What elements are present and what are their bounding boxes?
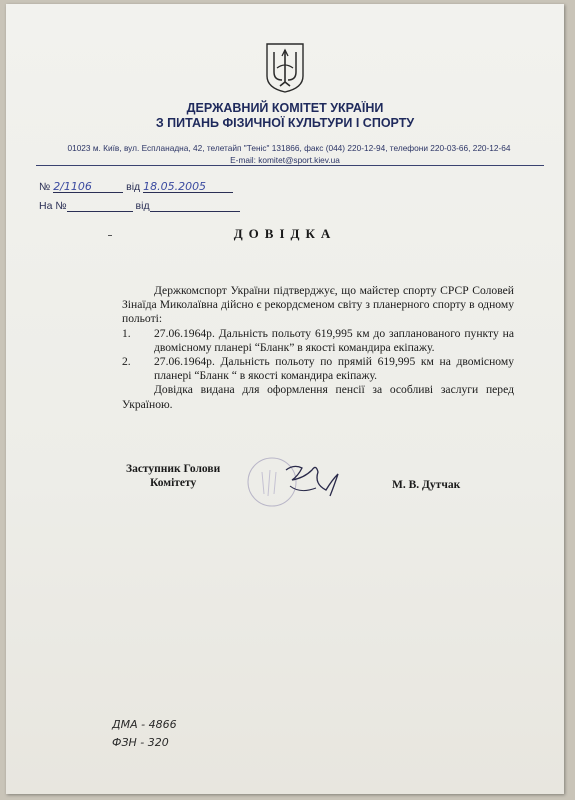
- archive-note-line2: ФЗН - 320: [112, 736, 169, 749]
- handwritten-signature: [234, 450, 354, 510]
- reg-no-value: 2/1106: [53, 180, 92, 193]
- document-title: ДОВІДКА: [233, 226, 337, 241]
- reg-date-field: [143, 180, 233, 193]
- list-item: [122, 355, 514, 383]
- registration-number-line: [39, 180, 233, 193]
- reference-number-line: [39, 199, 240, 212]
- ref-no-label: На №: [39, 200, 67, 212]
- reg-no-label: №: [39, 181, 51, 193]
- signatory-title-line1: Заступник Голови: [126, 463, 221, 475]
- item-text: 27.06.1964р. Дальність польоту по прямій 619,995 км на двомісному планері “Бланк “ в якості командира екіпажу.: [154, 355, 514, 383]
- archive-note: [112, 716, 177, 752]
- closing-paragraph: Довідка видана для оформлення пенсії за особливі заслуги перед Україною.: [122, 383, 514, 411]
- reg-no-field: [53, 180, 123, 193]
- document-body: [122, 284, 514, 412]
- ref-date-field: [150, 199, 240, 212]
- trident-emblem-icon: [265, 42, 305, 94]
- signatory-name: М. В. Дутчак: [392, 479, 461, 491]
- header-divider: [36, 165, 544, 166]
- org-name-line1: ДЕРЖАВНИЙ КОМІТЕТ УКРАЇНИ: [186, 101, 384, 115]
- org-address: 01023 м. Київ, вул. Еспланадна, 42, телетайп "Теніс" 131866, факс (044) 220-12-94, телефони 220-03-66, 220-12-64: [67, 143, 511, 153]
- list-item: [122, 327, 514, 355]
- item-number: 2.: [122, 355, 131, 369]
- signatory-title-line2: Комітету: [149, 477, 197, 489]
- org-name-line2: З ПИТАНЬ ФІЗИЧНОЇ КУЛЬТУРИ І СПОРТУ: [155, 116, 415, 130]
- intro-paragraph: Держкомспорт України підтверджує, що майстер спорту СРСР Соловей Зінаїда Миколаївна дійсно є рекордсменом світу з планерного спорту в одному польоті:: [122, 284, 514, 326]
- reg-date-value: 18.05.2005: [143, 180, 207, 193]
- org-email: E-mail: komitet@sport.kiev.ua: [230, 155, 340, 165]
- ref-no-field: [67, 199, 133, 212]
- signatory-title: [126, 462, 220, 490]
- ref-date-label: від: [135, 200, 150, 212]
- item-text: 27.06.1964р. Дальність польоту 619,995 км до запланованого пункту на двомісному планері “Бланк” в якості командира екіпажу.: [154, 326, 514, 354]
- document-sheet: [6, 4, 564, 794]
- reg-date-label: від: [126, 181, 141, 193]
- item-number: 1.: [122, 326, 131, 340]
- archive-note-line1: ДМА - 4866: [112, 718, 177, 731]
